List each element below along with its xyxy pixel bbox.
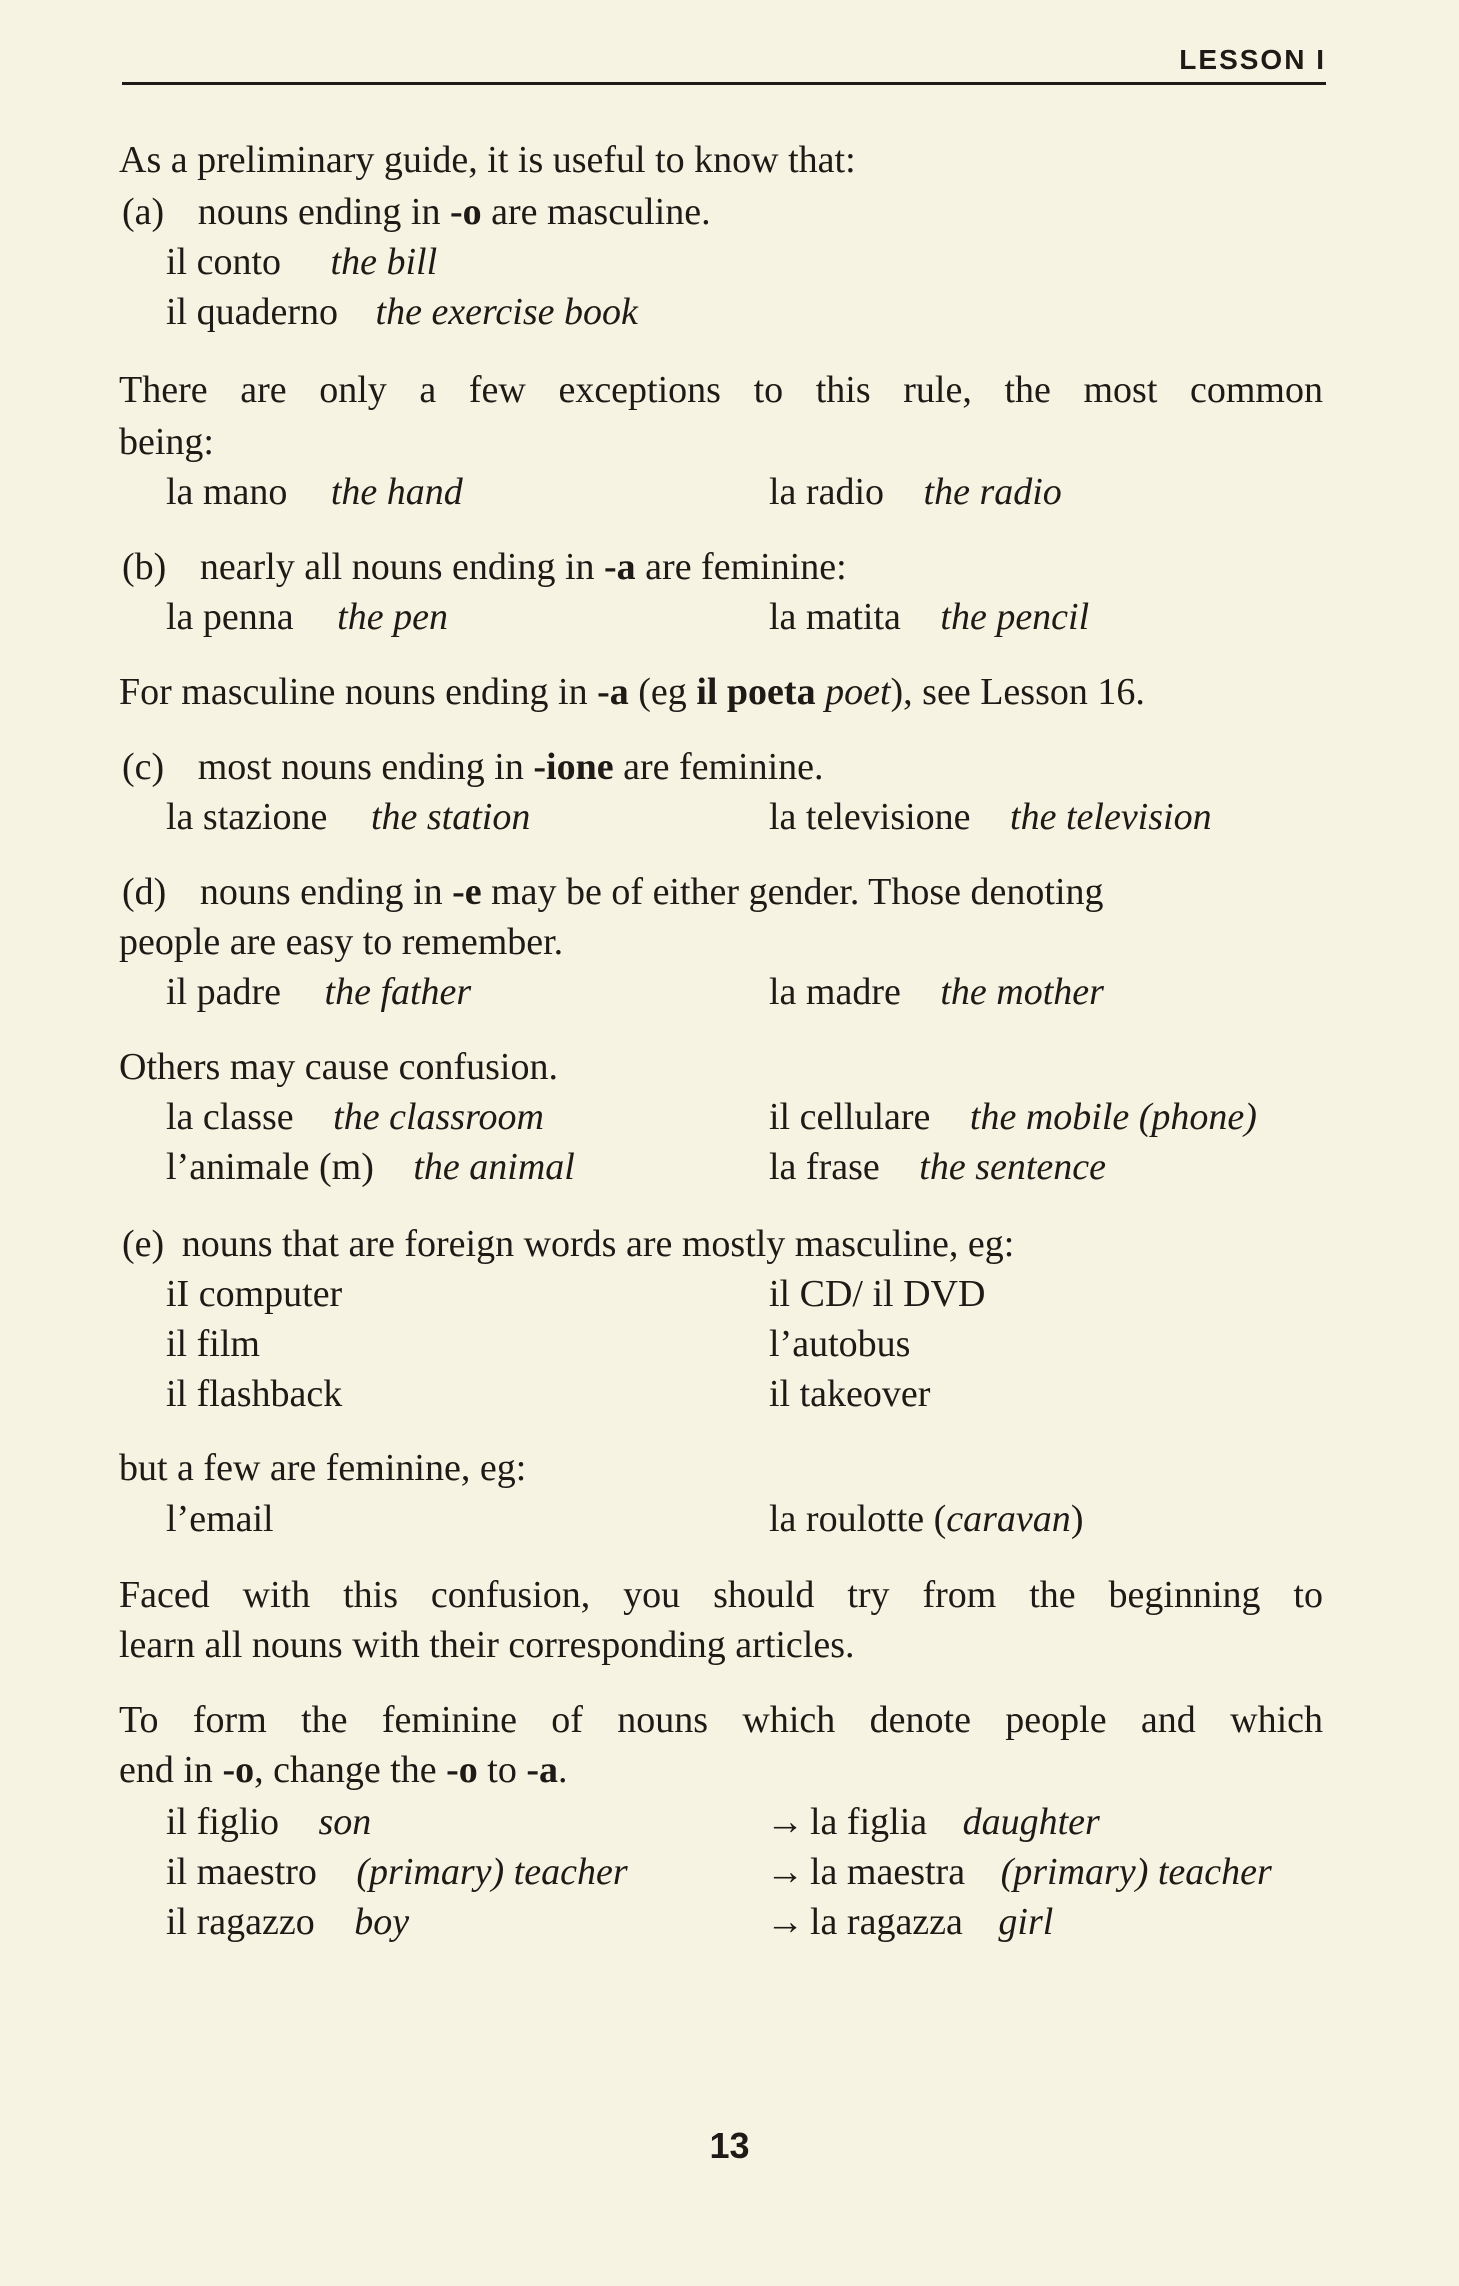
rule-c-marker: (c) xyxy=(122,746,165,788)
english-gloss: the bill xyxy=(330,241,438,283)
header-label: LESSON xyxy=(1179,44,1307,75)
italian-word: la matita xyxy=(769,596,901,638)
foreign-word: l’autobus xyxy=(769,1323,911,1365)
foreign-word: il flashback xyxy=(166,1373,343,1415)
foreign-word: l’email xyxy=(166,1498,274,1540)
rule-d xyxy=(122,870,1104,914)
english-gloss: (primary) teacher xyxy=(1000,1851,1272,1893)
foreign-word: iI computer xyxy=(166,1273,343,1315)
line-mid: , change the xyxy=(254,1749,447,1791)
italian-word: la penna xyxy=(166,596,294,638)
feminine-form xyxy=(766,1800,1100,1844)
italian-word: il ragazzo xyxy=(166,1901,315,1943)
english-gloss: the radio xyxy=(923,471,1062,513)
example-left xyxy=(166,470,463,514)
rule-b xyxy=(122,545,847,589)
english-gloss: girl xyxy=(998,1901,1054,1943)
example-left xyxy=(166,1095,544,1139)
note-ending: -a xyxy=(597,671,629,713)
rule-b-marker: (b) xyxy=(122,546,167,588)
rule-d-ending: -e xyxy=(452,871,482,913)
english-gloss: son xyxy=(318,1801,372,1843)
example-left xyxy=(166,1145,575,1189)
feminine-form xyxy=(766,1900,1053,1944)
italian-word: il maestro xyxy=(166,1851,317,1893)
page-number: 13 xyxy=(709,2125,750,2166)
example-left xyxy=(166,595,448,639)
example-row xyxy=(166,240,437,284)
rule-a-pre: nouns ending in xyxy=(197,191,450,233)
foreign-word: il CD/ il DVD xyxy=(769,1273,986,1315)
italian-word: il padre xyxy=(166,971,282,1013)
masculine-form xyxy=(166,1850,628,1894)
ending-to: -a xyxy=(526,1749,558,1791)
note-pre: For masculine nouns ending in xyxy=(119,671,598,713)
italian-word: la televisione xyxy=(769,796,971,838)
exceptions-line-2: being: xyxy=(119,421,214,463)
rule-d-post: may be of either gender. Those denoting xyxy=(481,871,1104,913)
foreign-word: il takeover xyxy=(769,1373,931,1415)
english-gloss: the pencil xyxy=(940,596,1090,638)
rule-c xyxy=(122,745,824,789)
example-left xyxy=(166,795,530,839)
masculine-form xyxy=(166,1900,409,1944)
confusion-line-2: learn all nouns with their corresponding articles. xyxy=(119,1624,855,1666)
italian-word: la stazione xyxy=(166,796,328,838)
arrow-right-icon: → xyxy=(766,1901,804,1943)
italian-word: la mano xyxy=(166,471,288,513)
feminine-foreign-text: but a few are feminine, eg: xyxy=(119,1447,527,1489)
english-gloss: the sentence xyxy=(919,1146,1106,1188)
italian-word: il quaderno xyxy=(166,291,339,333)
rule-a-ending: -o xyxy=(449,191,482,233)
rule-b-post: are feminine: xyxy=(635,546,847,588)
rule-a xyxy=(122,190,711,234)
italian-word: la classe xyxy=(166,1096,294,1138)
rule-e xyxy=(122,1222,1014,1266)
english-gloss: the mother xyxy=(940,971,1104,1013)
english-gloss: the animal xyxy=(413,1146,575,1188)
english-gloss: (primary) teacher xyxy=(356,1851,628,1893)
others-text: Others may cause confusion. xyxy=(119,1046,558,1088)
rule-e-text: nouns that are foreign words are mostly masculine, eg: xyxy=(181,1223,1015,1265)
example-right xyxy=(769,795,1212,839)
foreign-word: il film xyxy=(166,1323,260,1365)
rule-a-post: are masculine. xyxy=(481,191,711,233)
foreign-word xyxy=(769,1497,1083,1541)
rule-c-pre: most nouns ending in xyxy=(197,746,534,788)
intro-text: As a preliminary guide, it is useful to know that: xyxy=(119,139,856,181)
english-gloss: caravan xyxy=(946,1498,1071,1540)
italian-word: la roulotte ( xyxy=(769,1498,947,1540)
italian-word: la madre xyxy=(769,971,901,1013)
italian-word: la frase xyxy=(769,1146,880,1188)
rule-a-marker: (a) xyxy=(122,191,165,233)
rule-b-ending: -a xyxy=(604,546,636,588)
english-gloss: the classroom xyxy=(333,1096,544,1138)
rule-b-pre: nearly all nouns ending in xyxy=(199,546,605,588)
line-pre: end in xyxy=(119,1749,223,1791)
arrow-right-icon: → xyxy=(766,1851,804,1893)
rule-c-ending: -ione xyxy=(533,746,614,788)
note-gloss: poet xyxy=(825,671,891,713)
rule-d-pre: nouns ending in xyxy=(199,871,453,913)
english-gloss: the father xyxy=(324,971,472,1013)
english-gloss: the mobile (phone) xyxy=(969,1096,1257,1138)
exceptions-line-1: There are only a few exceptions to this rule, the most common xyxy=(119,369,1323,411)
english-gloss: the exercise book xyxy=(375,291,638,333)
header-number: I xyxy=(1316,44,1326,75)
rule-c-post: are feminine. xyxy=(613,746,824,788)
feminine-form xyxy=(766,1850,1272,1894)
example-right xyxy=(769,1145,1106,1189)
line-to: to xyxy=(477,1749,527,1791)
italian-word: la maestra xyxy=(810,1851,966,1893)
english-gloss: the television xyxy=(1010,796,1212,838)
example-left xyxy=(166,970,471,1014)
italian-word: il conto xyxy=(166,241,282,283)
note-post: ), see Lesson 16. xyxy=(890,671,1145,713)
rule-d-line-2: people are easy to remember. xyxy=(119,921,564,963)
masculine-a-note xyxy=(119,670,1145,714)
line-end: . xyxy=(558,1749,568,1791)
header-rule xyxy=(122,82,1326,85)
italian-word: la radio xyxy=(769,471,885,513)
english-gloss: the pen xyxy=(337,596,448,638)
italian-word: il cellulare xyxy=(769,1096,931,1138)
example-right xyxy=(769,1095,1257,1139)
italian-word: la figlia xyxy=(810,1801,928,1843)
example-row xyxy=(166,290,638,334)
example-right xyxy=(769,470,1062,514)
rule-d-marker: (d) xyxy=(122,871,167,913)
english-gloss: the station xyxy=(370,796,531,838)
ending-from: -o xyxy=(446,1749,478,1791)
feminine-line-2 xyxy=(119,1748,568,1792)
example-right xyxy=(769,595,1089,639)
note-word: il poeta xyxy=(696,671,816,713)
confusion-line-1: Faced with this confusion, you should try from the beginning to xyxy=(119,1574,1323,1616)
rule-e-marker: (e) xyxy=(122,1223,165,1265)
italian-word: la ragazza xyxy=(810,1901,963,1943)
example-right xyxy=(769,970,1104,1014)
ending-from: -o xyxy=(222,1749,255,1791)
italian-word: l’animale (m) xyxy=(166,1146,374,1188)
italian-word: il figlio xyxy=(166,1801,279,1843)
english-gloss: boy xyxy=(354,1901,410,1943)
english-gloss: the hand xyxy=(330,471,463,513)
masculine-form xyxy=(166,1800,371,1844)
english-gloss: daughter xyxy=(962,1801,1100,1843)
running-header xyxy=(1179,44,1326,76)
note-mid: (eg xyxy=(628,671,697,713)
arrow-right-icon: → xyxy=(766,1801,804,1843)
paren-close: ) xyxy=(1070,1498,1084,1540)
feminine-line-1: To form the feminine of nouns which denote people and which xyxy=(119,1699,1323,1741)
